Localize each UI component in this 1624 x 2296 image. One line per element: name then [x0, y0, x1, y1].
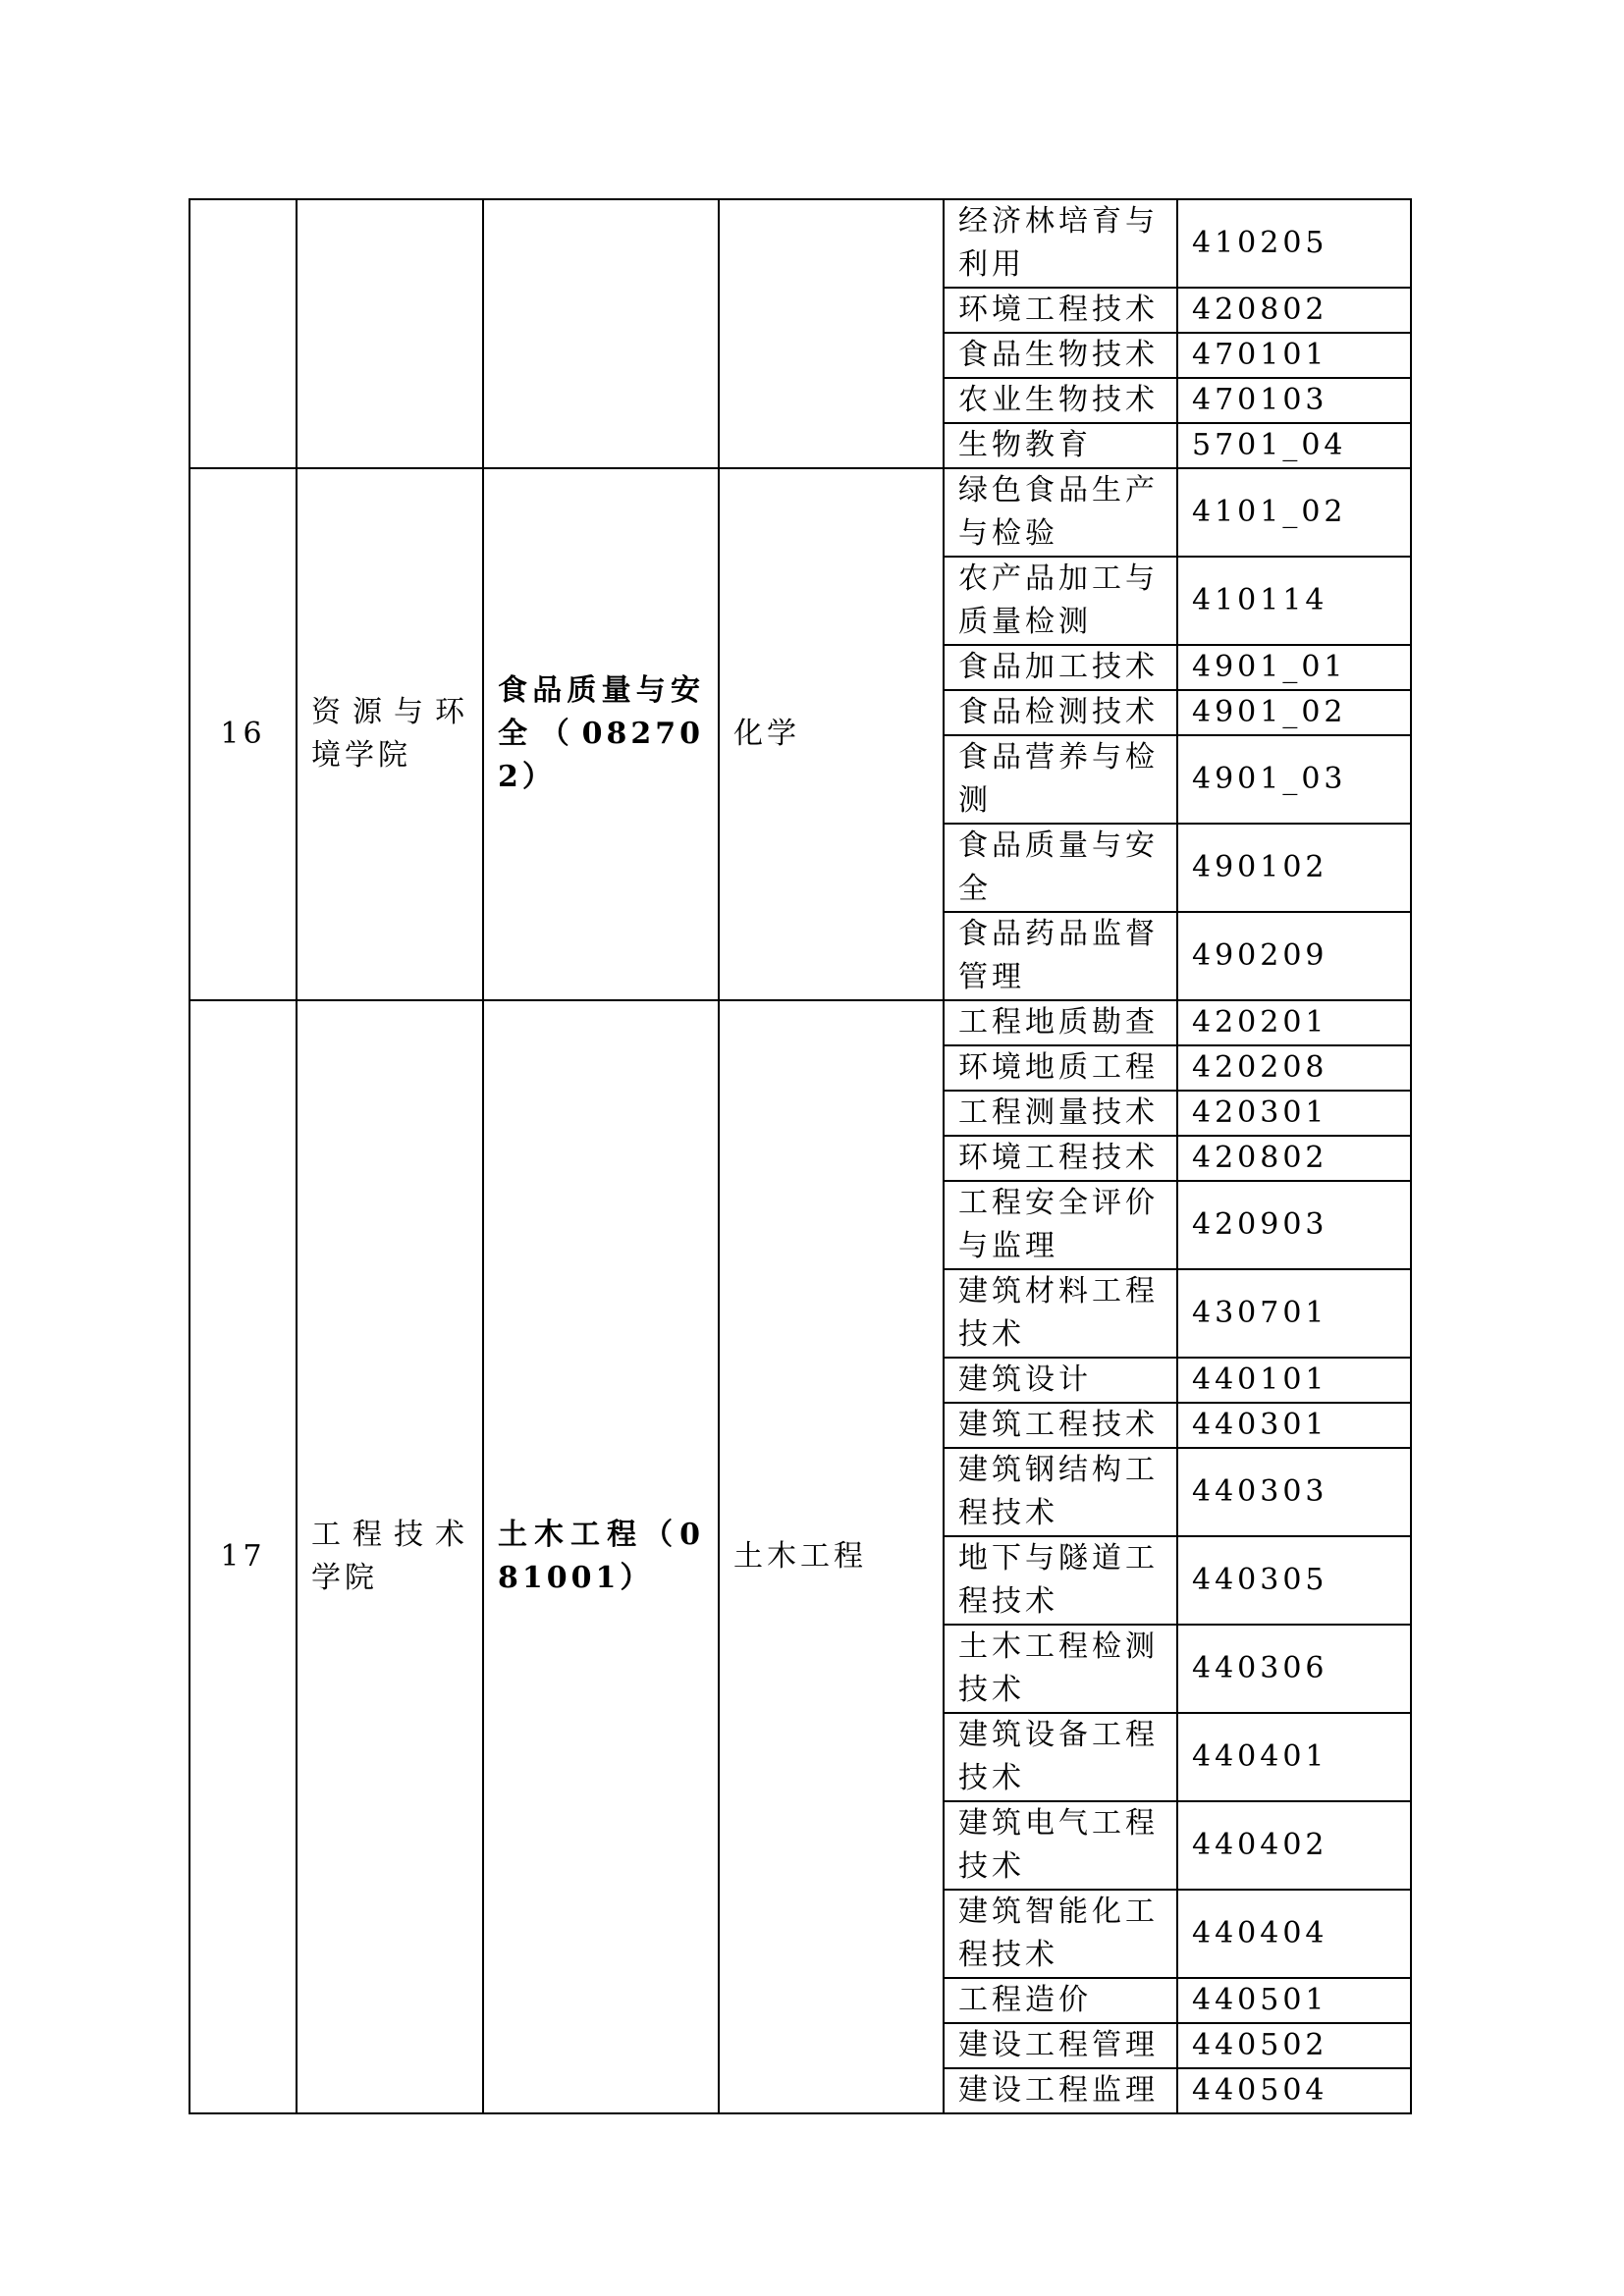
- vocational-major-code: 420802: [1177, 1136, 1411, 1181]
- vocational-major-code: 440303: [1177, 1448, 1411, 1536]
- row-number: [189, 199, 297, 468]
- subject-cell: 化学: [719, 468, 944, 1000]
- vocational-major-name: 建设工程监理: [944, 2068, 1177, 2113]
- vocational-major-code: 490102: [1177, 824, 1411, 912]
- vocational-major-name: 建筑设备工程技术: [944, 1713, 1177, 1801]
- vocational-major-name: 环境工程技术: [944, 1136, 1177, 1181]
- major-cell: [483, 199, 719, 468]
- vocational-major-code: 4901_01: [1177, 645, 1411, 690]
- vocational-major-code: 470103: [1177, 378, 1411, 423]
- table-body: [189, 199, 1411, 2113]
- vocational-major-name: 建设工程管理: [944, 2023, 1177, 2068]
- vocational-major-code: 440401: [1177, 1713, 1411, 1801]
- college-cell: 资源与环境学院: [297, 468, 483, 1000]
- vocational-major-name: 建筑工程技术: [944, 1403, 1177, 1448]
- major-cell: 食品质量与安全（082702）: [483, 468, 719, 1000]
- vocational-major-code: 420802: [1177, 288, 1411, 333]
- vocational-major-code: 430701: [1177, 1269, 1411, 1358]
- vocational-major-name: 建筑电气工程技术: [944, 1801, 1177, 1890]
- vocational-major-code: 420208: [1177, 1045, 1411, 1091]
- vocational-major-name: 农业生物技术: [944, 378, 1177, 423]
- vocational-major-name: 土木工程检测技术: [944, 1625, 1177, 1713]
- college-cell: [297, 199, 483, 468]
- vocational-major-code: 440306: [1177, 1625, 1411, 1713]
- vocational-major-code: 490209: [1177, 912, 1411, 1000]
- vocational-major-name: 工程测量技术: [944, 1091, 1177, 1136]
- vocational-major-code: 440402: [1177, 1801, 1411, 1890]
- vocational-major-name: 工程地质勘查: [944, 1000, 1177, 1045]
- table-row: [189, 1000, 1411, 1045]
- vocational-major-name: 经济林培育与利用: [944, 199, 1177, 288]
- vocational-major-name: 食品药品监督管理: [944, 912, 1177, 1000]
- vocational-major-name: 工程安全评价与监理: [944, 1181, 1177, 1269]
- vocational-major-name: 食品加工技术: [944, 645, 1177, 690]
- vocational-major-code: 420301: [1177, 1091, 1411, 1136]
- vocational-major-name: 建筑智能化工程技术: [944, 1890, 1177, 1978]
- vocational-major-code: 440501: [1177, 1978, 1411, 2023]
- vocational-major-name: 食品营养与检测: [944, 735, 1177, 824]
- vocational-major-code: 410205: [1177, 199, 1411, 288]
- table-row: [189, 199, 1411, 288]
- vocational-major-name: 食品质量与安全: [944, 824, 1177, 912]
- major-cell: 土木工程（081001）: [483, 1000, 719, 2113]
- row-number: 17: [189, 1000, 297, 2113]
- vocational-major-name: 绿色食品生产与检验: [944, 468, 1177, 557]
- major-table: [189, 198, 1412, 2114]
- vocational-major-name: 农产品加工与质量检测: [944, 557, 1177, 645]
- vocational-major-name: 环境工程技术: [944, 288, 1177, 333]
- vocational-major-code: 4901_03: [1177, 735, 1411, 824]
- vocational-major-name: 建筑材料工程技术: [944, 1269, 1177, 1358]
- row-number: 16: [189, 468, 297, 1000]
- vocational-major-code: 440504: [1177, 2068, 1411, 2113]
- vocational-major-name: 地下与隧道工程技术: [944, 1536, 1177, 1625]
- vocational-major-name: 环境地质工程: [944, 1045, 1177, 1091]
- vocational-major-code: 4901_02: [1177, 690, 1411, 735]
- subject-cell: [719, 199, 944, 468]
- vocational-major-name: 食品生物技术: [944, 333, 1177, 378]
- vocational-major-code: 420201: [1177, 1000, 1411, 1045]
- vocational-major-code: 420903: [1177, 1181, 1411, 1269]
- vocational-major-code: 440301: [1177, 1403, 1411, 1448]
- vocational-major-code: 410114: [1177, 557, 1411, 645]
- vocational-major-code: 470101: [1177, 333, 1411, 378]
- vocational-major-code: 440404: [1177, 1890, 1411, 1978]
- vocational-major-code: 440101: [1177, 1358, 1411, 1403]
- vocational-major-name: 建筑设计: [944, 1358, 1177, 1403]
- table-row: [189, 468, 1411, 557]
- vocational-major-code: 440305: [1177, 1536, 1411, 1625]
- vocational-major-name: 生物教育: [944, 423, 1177, 468]
- vocational-major-code: 440502: [1177, 2023, 1411, 2068]
- subject-cell: 土木工程: [719, 1000, 944, 2113]
- vocational-major-name: 食品检测技术: [944, 690, 1177, 735]
- college-cell: 工程技术学院: [297, 1000, 483, 2113]
- vocational-major-name: 建筑钢结构工程技术: [944, 1448, 1177, 1536]
- vocational-major-code: 5701_04: [1177, 423, 1411, 468]
- vocational-major-code: 4101_02: [1177, 468, 1411, 557]
- vocational-major-name: 工程造价: [944, 1978, 1177, 2023]
